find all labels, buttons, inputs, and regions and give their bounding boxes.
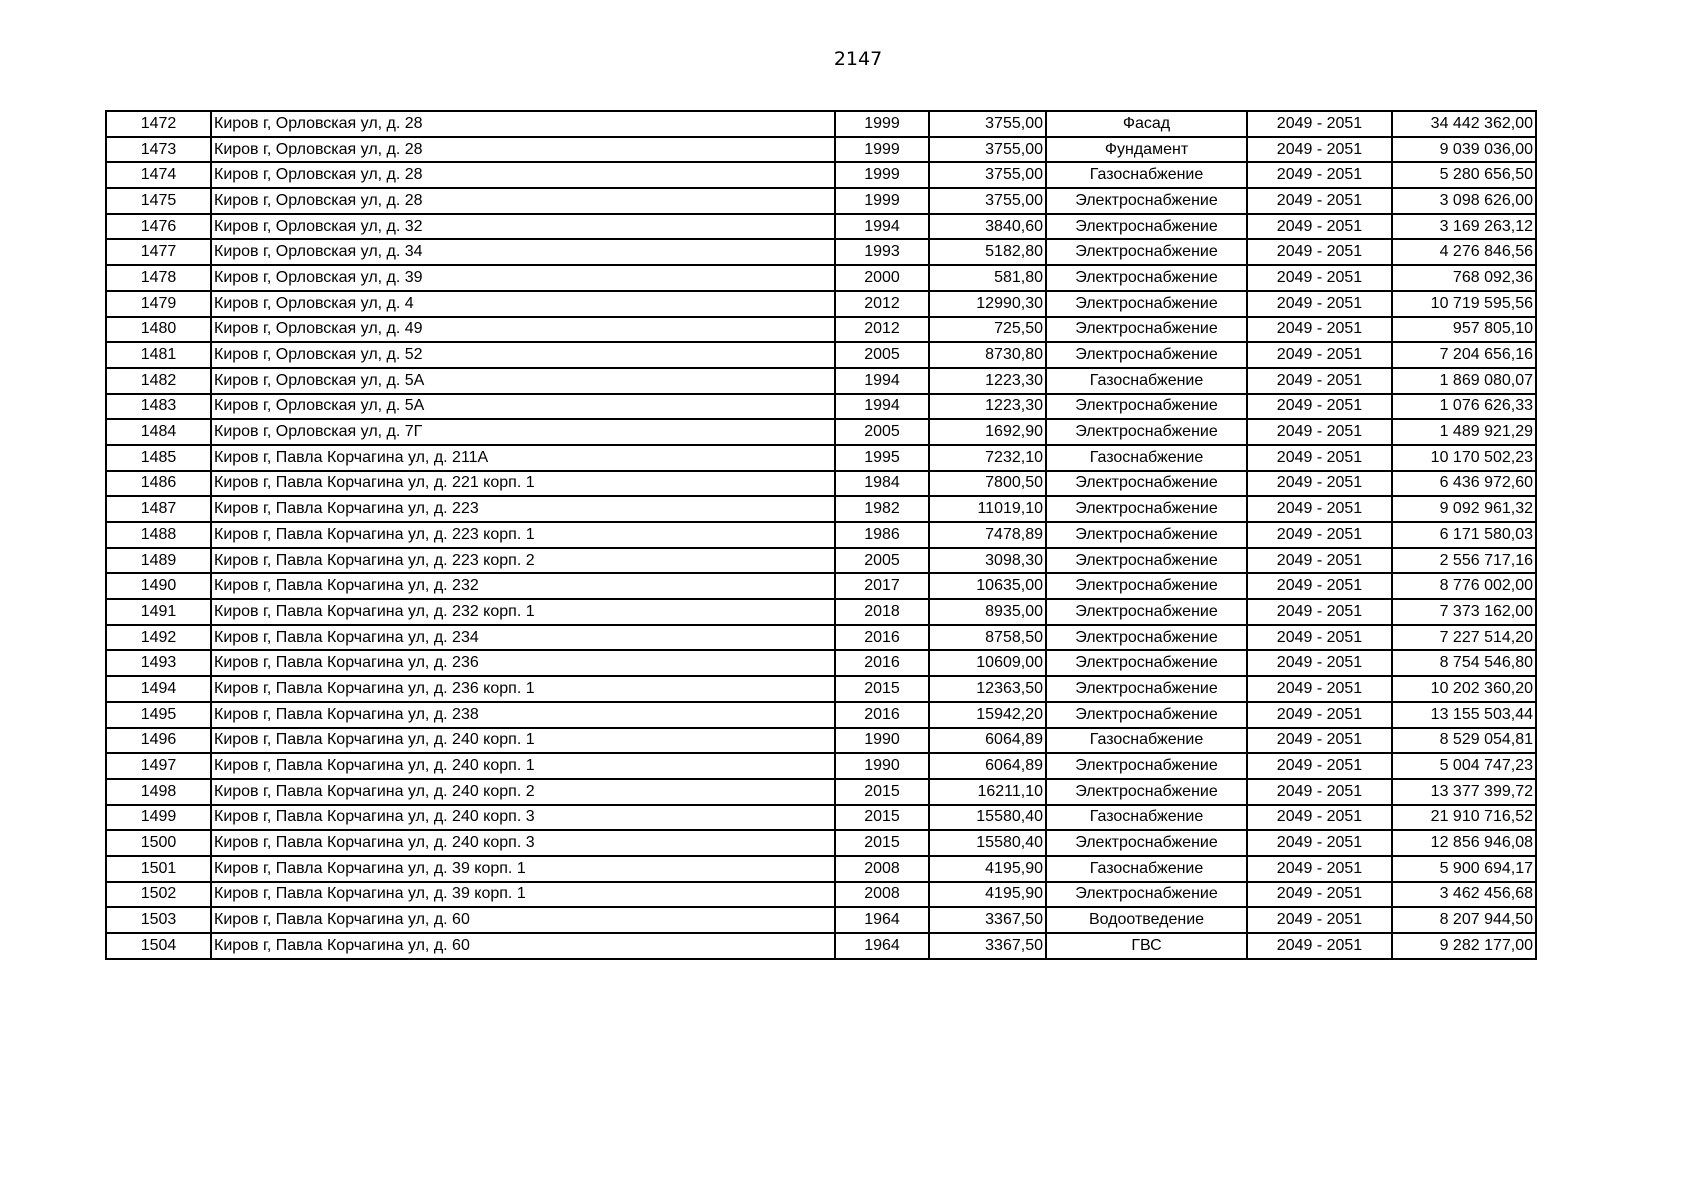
cost-cell: 7 204 656,16 (1392, 342, 1536, 368)
row-number-cell: 1473 (106, 137, 211, 163)
area-cell: 4195,90 (929, 882, 1046, 908)
area-cell: 1223,30 (929, 368, 1046, 394)
table-row (106, 676, 1536, 702)
year-cell: 1994 (835, 214, 929, 240)
cost-cell: 9 039 036,00 (1392, 137, 1536, 163)
year-cell: 2012 (835, 291, 929, 317)
cost-cell: 7 227 514,20 (1392, 625, 1536, 651)
work-type-cell: Электроснабжение (1046, 342, 1247, 368)
period-cell: 2049 - 2051 (1247, 265, 1392, 291)
area-cell: 3755,00 (929, 111, 1046, 137)
work-type-cell: Электроснабжение (1046, 394, 1247, 420)
year-cell: 1990 (835, 753, 929, 779)
table-row (106, 188, 1536, 214)
address-cell: Киров г, Павла Корчагина ул, д. 234 (211, 625, 835, 651)
address-cell: Киров г, Орловская ул, д. 49 (211, 317, 835, 343)
table-row (106, 265, 1536, 291)
cost-cell: 7 373 162,00 (1392, 599, 1536, 625)
cost-cell: 13 155 503,44 (1392, 702, 1536, 728)
row-number-cell: 1481 (106, 342, 211, 368)
year-cell: 2008 (835, 856, 929, 882)
period-cell: 2049 - 2051 (1247, 522, 1392, 548)
period-cell: 2049 - 2051 (1247, 445, 1392, 471)
work-type-cell: Электроснабжение (1046, 830, 1247, 856)
year-cell: 2016 (835, 650, 929, 676)
year-cell: 1994 (835, 394, 929, 420)
row-number-cell: 1495 (106, 702, 211, 728)
cost-cell: 10 170 502,23 (1392, 445, 1536, 471)
cost-cell: 10 719 595,56 (1392, 291, 1536, 317)
area-cell: 3755,00 (929, 137, 1046, 163)
table-row (106, 599, 1536, 625)
work-type-cell: Газоснабжение (1046, 445, 1247, 471)
area-cell: 725,50 (929, 317, 1046, 343)
year-cell: 2015 (835, 779, 929, 805)
period-cell: 2049 - 2051 (1247, 342, 1392, 368)
work-type-cell: Электроснабжение (1046, 882, 1247, 908)
cost-cell: 9 282 177,00 (1392, 933, 1536, 959)
row-number-cell: 1492 (106, 625, 211, 651)
table-row (106, 830, 1536, 856)
table-row (106, 907, 1536, 933)
year-cell: 1993 (835, 239, 929, 265)
cost-cell: 3 098 626,00 (1392, 188, 1536, 214)
work-type-cell: Водоотведение (1046, 907, 1247, 933)
area-cell: 15942,20 (929, 702, 1046, 728)
year-cell: 2017 (835, 573, 929, 599)
address-cell: Киров г, Павла Корчагина ул, д. 232 корп. 1 (211, 599, 835, 625)
cost-cell: 1 076 626,33 (1392, 394, 1536, 420)
period-cell: 2049 - 2051 (1247, 419, 1392, 445)
period-cell: 2049 - 2051 (1247, 496, 1392, 522)
area-cell: 8935,00 (929, 599, 1046, 625)
address-cell: Киров г, Павла Корчагина ул, д. 223 (211, 496, 835, 522)
address-cell: Киров г, Орловская ул, д. 52 (211, 342, 835, 368)
period-cell: 2049 - 2051 (1247, 882, 1392, 908)
area-cell: 10635,00 (929, 573, 1046, 599)
table-row (106, 779, 1536, 805)
address-cell: Киров г, Павла Корчагина ул, д. 240 корп. 1 (211, 753, 835, 779)
table-row (106, 445, 1536, 471)
row-number-cell: 1476 (106, 214, 211, 240)
work-type-cell: Электроснабжение (1046, 599, 1247, 625)
area-cell: 3367,50 (929, 933, 1046, 959)
period-cell: 2049 - 2051 (1247, 291, 1392, 317)
period-cell: 2049 - 2051 (1247, 933, 1392, 959)
cost-cell: 34 442 362,00 (1392, 111, 1536, 137)
work-type-cell: Газоснабжение (1046, 805, 1247, 831)
row-number-cell: 1479 (106, 291, 211, 317)
address-cell: Киров г, Павла Корчагина ул, д. 232 (211, 573, 835, 599)
address-cell: Киров г, Орловская ул, д. 4 (211, 291, 835, 317)
table-row (106, 214, 1536, 240)
year-cell: 2012 (835, 317, 929, 343)
cost-cell: 957 805,10 (1392, 317, 1536, 343)
year-cell: 2016 (835, 702, 929, 728)
address-cell: Киров г, Орловская ул, д. 5А (211, 368, 835, 394)
area-cell: 15580,40 (929, 805, 1046, 831)
work-type-cell: Газоснабжение (1046, 162, 1247, 188)
work-type-cell: Электроснабжение (1046, 291, 1247, 317)
row-number-cell: 1493 (106, 650, 211, 676)
cost-cell: 8 529 054,81 (1392, 728, 1536, 754)
address-cell: Киров г, Павла Корчагина ул, д. 236 (211, 650, 835, 676)
year-cell: 2000 (835, 265, 929, 291)
address-cell: Киров г, Павла Корчагина ул, д. 221 корп. 1 (211, 471, 835, 497)
row-number-cell: 1500 (106, 830, 211, 856)
period-cell: 2049 - 2051 (1247, 137, 1392, 163)
row-number-cell: 1496 (106, 728, 211, 754)
period-cell: 2049 - 2051 (1247, 548, 1392, 574)
period-cell: 2049 - 2051 (1247, 239, 1392, 265)
year-cell: 1999 (835, 162, 929, 188)
year-cell: 1999 (835, 137, 929, 163)
table-row (106, 162, 1536, 188)
period-cell: 2049 - 2051 (1247, 676, 1392, 702)
cost-cell: 6 171 580,03 (1392, 522, 1536, 548)
table-row (106, 368, 1536, 394)
area-cell: 15580,40 (929, 830, 1046, 856)
address-cell: Киров г, Орловская ул, д. 5А (211, 394, 835, 420)
work-type-cell: ГВС (1046, 933, 1247, 959)
row-number-cell: 1503 (106, 907, 211, 933)
cost-cell: 8 207 944,50 (1392, 907, 1536, 933)
area-cell: 3098,30 (929, 548, 1046, 574)
work-type-cell: Газоснабжение (1046, 728, 1247, 754)
address-cell: Киров г, Павла Корчагина ул, д. 240 корп. 2 (211, 779, 835, 805)
area-cell: 10609,00 (929, 650, 1046, 676)
table-row (106, 702, 1536, 728)
work-type-cell: Электроснабжение (1046, 265, 1247, 291)
work-type-cell: Электроснабжение (1046, 548, 1247, 574)
year-cell: 2018 (835, 599, 929, 625)
period-cell: 2049 - 2051 (1247, 188, 1392, 214)
period-cell: 2049 - 2051 (1247, 111, 1392, 137)
work-type-cell: Газоснабжение (1046, 856, 1247, 882)
cost-cell: 4 276 846,56 (1392, 239, 1536, 265)
year-cell: 2005 (835, 548, 929, 574)
cost-cell: 8 754 546,80 (1392, 650, 1536, 676)
row-number-cell: 1484 (106, 419, 211, 445)
work-type-cell: Электроснабжение (1046, 496, 1247, 522)
row-number-cell: 1475 (106, 188, 211, 214)
registry-table (105, 110, 1537, 960)
address-cell: Киров г, Павла Корчагина ул, д. 240 корп. 3 (211, 805, 835, 831)
cost-cell: 5 004 747,23 (1392, 753, 1536, 779)
table-row (106, 650, 1536, 676)
area-cell: 8730,80 (929, 342, 1046, 368)
table-row (106, 728, 1536, 754)
row-number-cell: 1494 (106, 676, 211, 702)
table-row (106, 548, 1536, 574)
cost-cell: 768 092,36 (1392, 265, 1536, 291)
period-cell: 2049 - 2051 (1247, 907, 1392, 933)
cost-cell: 1 489 921,29 (1392, 419, 1536, 445)
year-cell: 1990 (835, 728, 929, 754)
address-cell: Киров г, Орловская ул, д. 28 (211, 111, 835, 137)
table-row (106, 419, 1536, 445)
address-cell: Киров г, Павла Корчагина ул, д. 60 (211, 907, 835, 933)
row-number-cell: 1491 (106, 599, 211, 625)
table-row (106, 394, 1536, 420)
work-type-cell: Электроснабжение (1046, 419, 1247, 445)
area-cell: 581,80 (929, 265, 1046, 291)
row-number-cell: 1478 (106, 265, 211, 291)
address-cell: Киров г, Орловская ул, д. 28 (211, 162, 835, 188)
table-row (106, 882, 1536, 908)
area-cell: 11019,10 (929, 496, 1046, 522)
cost-cell: 10 202 360,20 (1392, 676, 1536, 702)
row-number-cell: 1474 (106, 162, 211, 188)
period-cell: 2049 - 2051 (1247, 573, 1392, 599)
period-cell: 2049 - 2051 (1247, 830, 1392, 856)
address-cell: Киров г, Павла Корчагина ул, д. 211А (211, 445, 835, 471)
year-cell: 2016 (835, 625, 929, 651)
year-cell: 2005 (835, 342, 929, 368)
table-row (106, 856, 1536, 882)
table-row (106, 342, 1536, 368)
period-cell: 2049 - 2051 (1247, 394, 1392, 420)
address-cell: Киров г, Павла Корчагина ул, д. 223 корп. 1 (211, 522, 835, 548)
year-cell: 1999 (835, 188, 929, 214)
work-type-cell: Газоснабжение (1046, 368, 1247, 394)
area-cell: 8758,50 (929, 625, 1046, 651)
cost-cell: 3 169 263,12 (1392, 214, 1536, 240)
row-number-cell: 1472 (106, 111, 211, 137)
year-cell: 1995 (835, 445, 929, 471)
table-row (106, 933, 1536, 959)
year-cell: 1964 (835, 907, 929, 933)
area-cell: 1692,90 (929, 419, 1046, 445)
year-cell: 2015 (835, 805, 929, 831)
area-cell: 16211,10 (929, 779, 1046, 805)
area-cell: 3755,00 (929, 188, 1046, 214)
table-row (106, 317, 1536, 343)
period-cell: 2049 - 2051 (1247, 650, 1392, 676)
work-type-cell: Фундамент (1046, 137, 1247, 163)
table-row (106, 291, 1536, 317)
address-cell: Киров г, Орловская ул, д. 28 (211, 137, 835, 163)
table-body (106, 111, 1536, 959)
cost-cell: 3 462 456,68 (1392, 882, 1536, 908)
period-cell: 2049 - 2051 (1247, 805, 1392, 831)
year-cell: 2005 (835, 419, 929, 445)
table-row (106, 805, 1536, 831)
address-cell: Киров г, Павла Корчагина ул, д. 236 корп. 1 (211, 676, 835, 702)
cost-cell: 5 280 656,50 (1392, 162, 1536, 188)
cost-cell: 21 910 716,52 (1392, 805, 1536, 831)
row-number-cell: 1488 (106, 522, 211, 548)
address-cell: Киров г, Павла Корчагина ул, д. 240 корп. 1 (211, 728, 835, 754)
period-cell: 2049 - 2051 (1247, 368, 1392, 394)
table-row (106, 573, 1536, 599)
address-cell: Киров г, Орловская ул, д. 28 (211, 188, 835, 214)
year-cell: 1999 (835, 111, 929, 137)
work-type-cell: Электроснабжение (1046, 239, 1247, 265)
table-row (106, 239, 1536, 265)
period-cell: 2049 - 2051 (1247, 728, 1392, 754)
period-cell: 2049 - 2051 (1247, 599, 1392, 625)
work-type-cell: Электроснабжение (1046, 471, 1247, 497)
area-cell: 1223,30 (929, 394, 1046, 420)
area-cell: 12363,50 (929, 676, 1046, 702)
year-cell: 1984 (835, 471, 929, 497)
address-cell: Киров г, Павла Корчагина ул, д. 60 (211, 933, 835, 959)
address-cell: Киров г, Орловская ул, д. 39 (211, 265, 835, 291)
address-cell: Киров г, Павла Корчагина ул, д. 39 корп. 1 (211, 882, 835, 908)
work-type-cell: Электроснабжение (1046, 650, 1247, 676)
table-row (106, 471, 1536, 497)
area-cell: 6064,89 (929, 753, 1046, 779)
work-type-cell: Электроснабжение (1046, 573, 1247, 599)
cost-cell: 6 436 972,60 (1392, 471, 1536, 497)
row-number-cell: 1485 (106, 445, 211, 471)
year-cell: 1964 (835, 933, 929, 959)
table-row (106, 496, 1536, 522)
page-number: 2147 (833, 48, 883, 70)
work-type-cell: Электроснабжение (1046, 214, 1247, 240)
area-cell: 7800,50 (929, 471, 1046, 497)
cost-cell: 13 377 399,72 (1392, 779, 1536, 805)
row-number-cell: 1487 (106, 496, 211, 522)
table-row (106, 522, 1536, 548)
period-cell: 2049 - 2051 (1247, 856, 1392, 882)
cost-cell: 8 776 002,00 (1392, 573, 1536, 599)
work-type-cell: Электроснабжение (1046, 522, 1247, 548)
year-cell: 1982 (835, 496, 929, 522)
year-cell: 2015 (835, 676, 929, 702)
area-cell: 5182,80 (929, 239, 1046, 265)
row-number-cell: 1489 (106, 548, 211, 574)
year-cell: 2008 (835, 882, 929, 908)
cost-cell: 1 869 080,07 (1392, 368, 1536, 394)
table-row (106, 625, 1536, 651)
address-cell: Киров г, Павла Корчагина ул, д. 240 корп. 3 (211, 830, 835, 856)
area-cell: 4195,90 (929, 856, 1046, 882)
period-cell: 2049 - 2051 (1247, 162, 1392, 188)
address-cell: Киров г, Павла Корчагина ул, д. 39 корп. 1 (211, 856, 835, 882)
row-number-cell: 1482 (106, 368, 211, 394)
table-row (106, 137, 1536, 163)
row-number-cell: 1502 (106, 882, 211, 908)
work-type-cell: Электроснабжение (1046, 702, 1247, 728)
work-type-cell: Электроснабжение (1046, 188, 1247, 214)
cost-cell: 9 092 961,32 (1392, 496, 1536, 522)
area-cell: 3755,00 (929, 162, 1046, 188)
period-cell: 2049 - 2051 (1247, 625, 1392, 651)
row-number-cell: 1504 (106, 933, 211, 959)
row-number-cell: 1499 (106, 805, 211, 831)
period-cell: 2049 - 2051 (1247, 702, 1392, 728)
table-row (106, 753, 1536, 779)
area-cell: 7478,89 (929, 522, 1046, 548)
address-cell: Киров г, Орловская ул, д. 32 (211, 214, 835, 240)
cost-cell: 2 556 717,16 (1392, 548, 1536, 574)
row-number-cell: 1490 (106, 573, 211, 599)
address-cell: Киров г, Павла Корчагина ул, д. 223 корп. 2 (211, 548, 835, 574)
address-cell: Киров г, Орловская ул, д. 34 (211, 239, 835, 265)
area-cell: 6064,89 (929, 728, 1046, 754)
year-cell: 1994 (835, 368, 929, 394)
row-number-cell: 1501 (106, 856, 211, 882)
area-cell: 7232,10 (929, 445, 1046, 471)
row-number-cell: 1477 (106, 239, 211, 265)
table-row (106, 111, 1536, 137)
work-type-cell: Фасад (1046, 111, 1247, 137)
address-cell: Киров г, Павла Корчагина ул, д. 238 (211, 702, 835, 728)
address-cell: Киров г, Орловская ул, д. 7Г (211, 419, 835, 445)
row-number-cell: 1483 (106, 394, 211, 420)
row-number-cell: 1486 (106, 471, 211, 497)
period-cell: 2049 - 2051 (1247, 753, 1392, 779)
work-type-cell: Электроснабжение (1046, 753, 1247, 779)
cost-cell: 12 856 946,08 (1392, 830, 1536, 856)
row-number-cell: 1497 (106, 753, 211, 779)
period-cell: 2049 - 2051 (1247, 214, 1392, 240)
cost-cell: 5 900 694,17 (1392, 856, 1536, 882)
period-cell: 2049 - 2051 (1247, 471, 1392, 497)
row-number-cell: 1498 (106, 779, 211, 805)
work-type-cell: Электроснабжение (1046, 317, 1247, 343)
period-cell: 2049 - 2051 (1247, 779, 1392, 805)
work-type-cell: Электроснабжение (1046, 779, 1247, 805)
work-type-cell: Электроснабжение (1046, 676, 1247, 702)
year-cell: 2015 (835, 830, 929, 856)
year-cell: 1986 (835, 522, 929, 548)
area-cell: 3367,50 (929, 907, 1046, 933)
area-cell: 3840,60 (929, 214, 1046, 240)
row-number-cell: 1480 (106, 317, 211, 343)
work-type-cell: Электроснабжение (1046, 625, 1247, 651)
area-cell: 12990,30 (929, 291, 1046, 317)
period-cell: 2049 - 2051 (1247, 317, 1392, 343)
